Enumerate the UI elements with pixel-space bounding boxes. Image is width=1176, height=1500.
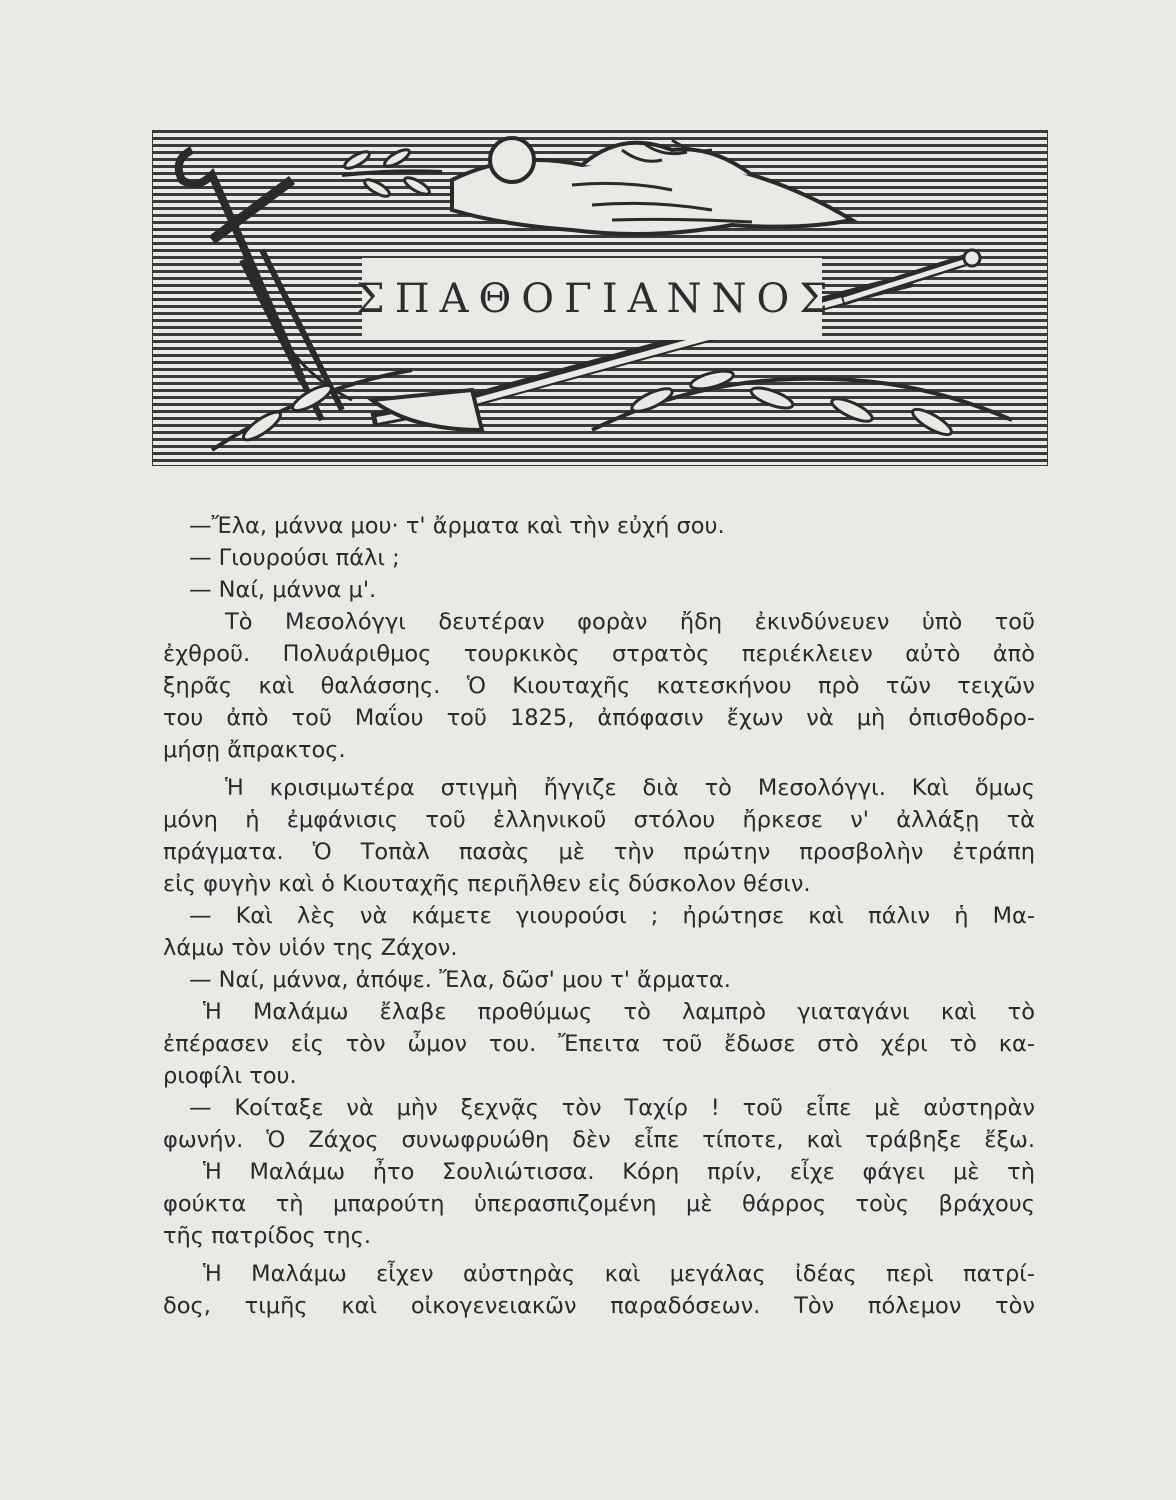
text-line: — Ναί, μάννα μ'. [189, 577, 377, 603]
text-line: —Ἔλα, μάννα μου· τ' ἄρματα καὶ τὴν εὐχή σου. [189, 513, 725, 539]
text-line: Ἡ Μαλάμω εἶχεν αὐστηρὰς καὶ μεγάλας ἰδέας περὶ πατρί- [203, 1261, 1035, 1287]
text-line: ριοφίλι του. [163, 1063, 297, 1089]
text-line: ξηρᾶς καὶ θαλάσσης. Ὁ Κιουταχῆς κατεσκήνου πρὸ τῶν τειχῶν [163, 673, 1035, 699]
text-line: Ἡ Μαλάμω ἔλαβε προθύμως τὸ λαμπρὸ γιαταγάνι καὶ τὸ [203, 999, 1035, 1025]
text-line: Ἡ Μαλάμω ἦτο Σουλιώτισσα. Κόρη πρίν, εἶχε φάγει μὲ τὴ [203, 1159, 1035, 1185]
text-line: μόνη ἡ ἐμφάνισις τοῦ ἑλληνικοῦ στόλου ἤρκεσε ν' ἀλλάξῃ τὰ [163, 807, 1035, 833]
text-line: λάμω τὸν υἱόν της Ζάχον. [163, 935, 458, 961]
text-line: φωνήν. Ὁ Ζάχος συνωφρυώθη δὲν εἶπε τίποτε, καὶ τράβηξε ἔξω. [163, 1127, 1035, 1153]
text-line: του ἀπὸ τοῦ Μαΐου τοῦ 1825, ἀπόφασιν ἔχων νὰ μὴ ὀπισθοδρο- [163, 705, 1035, 731]
text-line: τῆς πατρίδος της. [163, 1223, 372, 1249]
text-line: φούκτα τὴ μπαρούτη ὑπερασπιζομένη μὲ θάρρος τοὺς βράχους [163, 1191, 1035, 1217]
text-line: Τὸ Μεσολόγγι δευτέραν φορὰν ἤδη ἐκινδύνευεν ὑπὸ τοῦ [225, 609, 1035, 635]
text-line: μήσῃ ἄπρακτος. [163, 737, 346, 763]
text-line: εἰς φυγὴν καὶ ὁ Κιουταχῆς περιῆλθεν εἰς δύσκολον θέσιν. [163, 871, 811, 897]
story-text [163, 510, 1035, 1322]
text-line: πράγματα. Ὁ Τοπὰλ πασὰς μὲ τὴν πρώτην προσβολὴν ἐτράπη [163, 839, 1035, 865]
title-plaque [356, 258, 838, 340]
text-line: Ἡ κρισιμωτέρα στιγμὴ ἤγγιζε διὰ τὸ Μεσολόγγι. Καὶ ὅμως [225, 775, 1035, 801]
text-line: — Γιουρούσι πάλι ; [189, 545, 400, 571]
text-line: ἐπέρασεν εἰς τὸν ὦμον του. Ἔπειτα τοῦ ἔδωσε στὸ χέρι τὸ κα- [163, 1031, 1035, 1057]
text-line: ἐχθροῦ. Πολυάριθμος τουρκικὸς στρατὸς περιέκλειεν αὐτὸ ἀπὸ [163, 641, 1035, 667]
text-line: — Καὶ λὲς νὰ κάμετε γιουρούσι ; ἠρώτησε καὶ πάλιν ἡ Μα- [189, 903, 1035, 929]
story-title: ΣΠΑΘΟΓΙΑΝΝΟΣ [356, 276, 838, 322]
text-line: — Κοίταξε νὰ μὴν ξεχνᾷς τὸν Ταχίρ ! τοῦ εἶπε μὲ αὐστηρὰν [189, 1095, 1035, 1121]
text-line: — Ναί, μάννα, ἀπόψε. Ἔλα, δῶσ' μου τ' ἄρματα. [189, 967, 731, 993]
text-line: δος, τιμῆς καὶ οἰκογενειακῶν παραδόσεων. Τὸν πόλεμον τὸν [163, 1293, 1035, 1319]
